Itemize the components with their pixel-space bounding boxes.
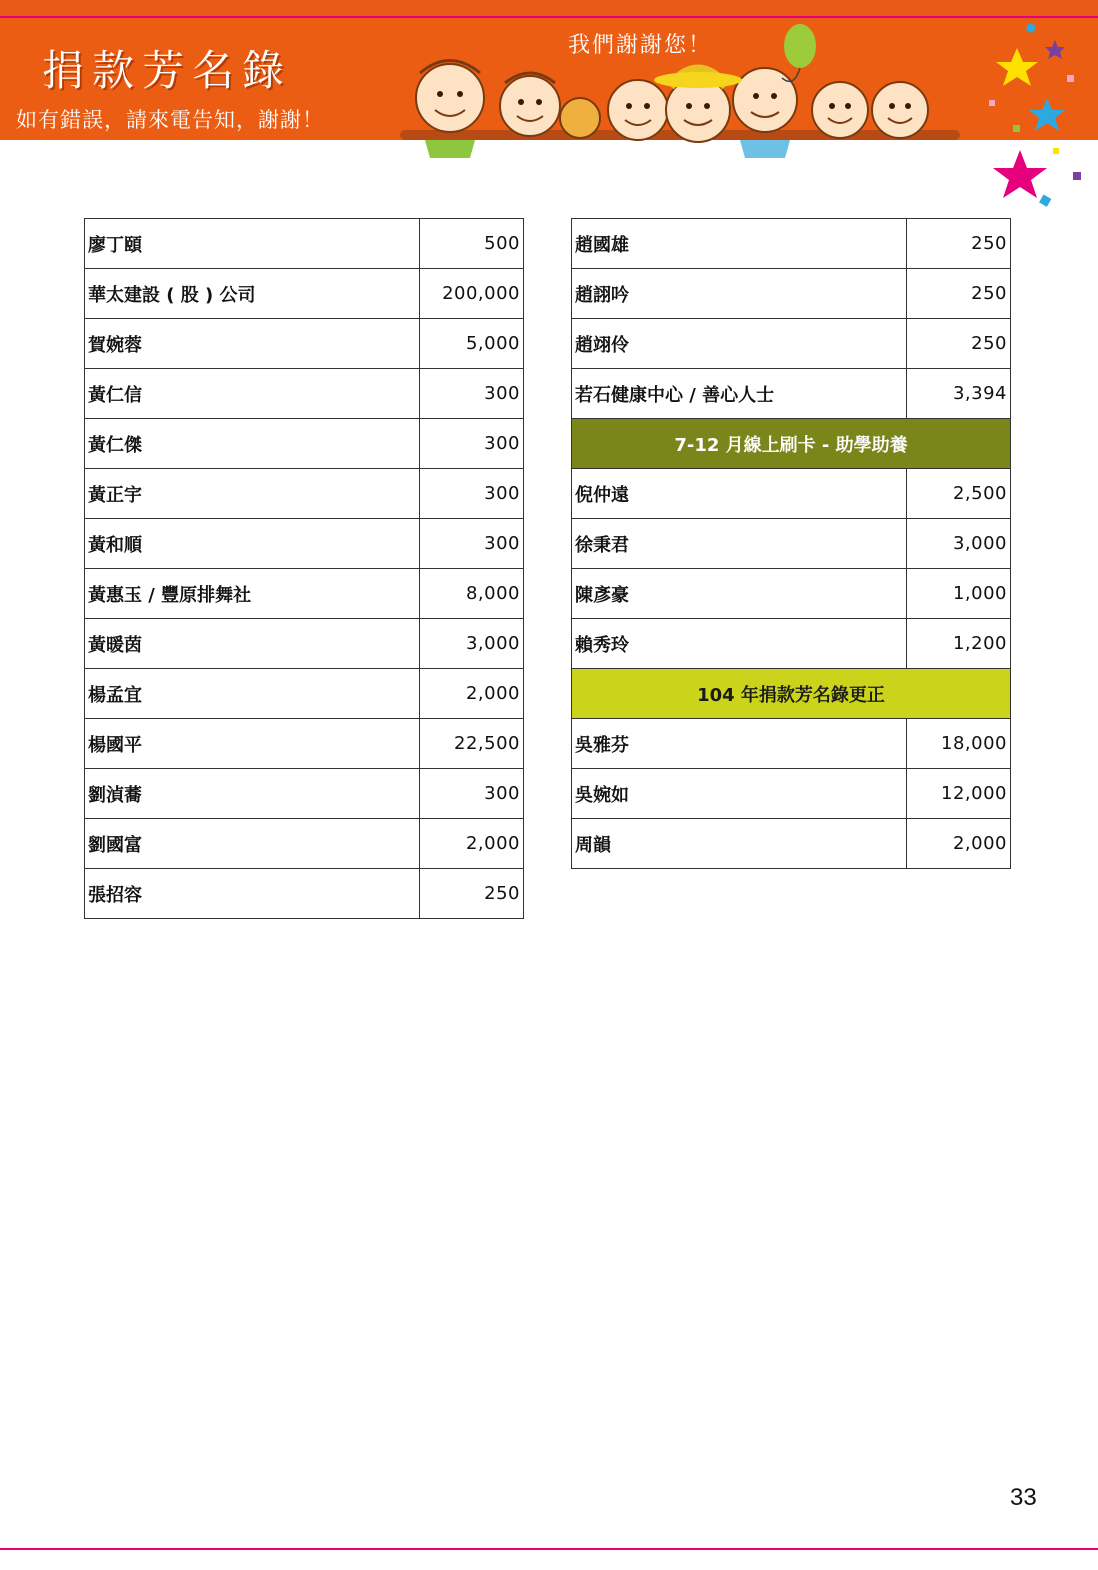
table-row: [572, 219, 1011, 269]
donor-name: 黃暖茵: [85, 619, 420, 669]
donor-name: 張招容: [85, 869, 420, 919]
stars-decoration-icon: [975, 0, 1098, 215]
donor-name: 廖丁頤: [85, 219, 420, 269]
section-header-row: [572, 669, 1011, 719]
table-row: [572, 719, 1011, 769]
donor-name: 吳雅芬: [572, 719, 907, 769]
donor-name: 陳彥豪: [572, 569, 907, 619]
table-row: [85, 419, 524, 469]
table-row: [572, 369, 1011, 419]
section-correction: 104 年捐款芳名錄更正: [572, 669, 1011, 719]
bottom-border: [0, 1548, 1098, 1550]
table-row: [572, 769, 1011, 819]
donor-name: 黃惠玉 / 豐原排舞社: [85, 569, 420, 619]
table-row: [85, 569, 524, 619]
donor-name: 若石健康中心 / 善心人士: [572, 369, 907, 419]
donor-name: 楊孟宜: [85, 669, 420, 719]
donor-name: 賴秀玲: [572, 619, 907, 669]
table-row: [572, 319, 1011, 369]
donor-name: 黃正宇: [85, 469, 420, 519]
donor-name: 趙國雄: [572, 219, 907, 269]
donation-amount: 2,000: [419, 669, 523, 719]
section-header-row: [572, 419, 1011, 469]
donor-name: 周韻: [572, 819, 907, 869]
donation-amount: 250: [906, 269, 1010, 319]
donor-name: 黃仁傑: [85, 419, 420, 469]
donation-amount: 250: [906, 319, 1010, 369]
table-row: [85, 219, 524, 269]
table-row: [85, 469, 524, 519]
table-row: [572, 469, 1011, 519]
donor-name: 趙翊伶: [572, 319, 907, 369]
donation-amount: 1,200: [906, 619, 1010, 669]
table-row: [572, 619, 1011, 669]
donation-amount: 5,000: [419, 319, 523, 369]
donation-amount: 300: [419, 369, 523, 419]
table-row: [85, 869, 524, 919]
donor-table-left: [84, 218, 524, 919]
donor-name: 黃仁信: [85, 369, 420, 419]
table-row: [572, 569, 1011, 619]
table-row: [85, 519, 524, 569]
top-border: [0, 0, 1098, 18]
donation-amount: 8,000: [419, 569, 523, 619]
section-online-card: 7-12 月線上刷卡 - 助學助養: [572, 419, 1011, 469]
donor-name: 倪仲遠: [572, 469, 907, 519]
donation-amount: 200,000: [419, 269, 523, 319]
donation-amount: 300: [419, 519, 523, 569]
table-row: [85, 819, 524, 869]
donor-name: 徐秉君: [572, 519, 907, 569]
donation-amount: 3,000: [419, 619, 523, 669]
table-row: [85, 619, 524, 669]
donation-amount: 300: [419, 469, 523, 519]
donation-amount: 500: [419, 219, 523, 269]
donor-name: 劉國富: [85, 819, 420, 869]
donation-amount: 300: [419, 769, 523, 819]
page-title: 捐款芳名錄: [42, 46, 293, 95]
donation-amount: 2,500: [906, 469, 1010, 519]
table-row: [85, 669, 524, 719]
donor-table-right: [571, 218, 1011, 869]
table-row: [572, 269, 1011, 319]
thank-you-text: 我們謝謝您！: [568, 33, 713, 58]
table-row: [85, 719, 524, 769]
table-row: [85, 769, 524, 819]
table-row: [572, 819, 1011, 869]
table-row: [572, 519, 1011, 569]
page-subtitle: 如有錯誤，請來電告知，謝謝！: [16, 108, 324, 132]
donation-amount: 2,000: [906, 819, 1010, 869]
donation-amount: 3,000: [906, 519, 1010, 569]
donation-amount: 12,000: [906, 769, 1010, 819]
donation-amount: 1,000: [906, 569, 1010, 619]
donor-name: 劉湞蕎: [85, 769, 420, 819]
donation-amount: 300: [419, 419, 523, 469]
table-row: [85, 269, 524, 319]
donation-amount: 22,500: [419, 719, 523, 769]
donation-amount: 2,000: [419, 819, 523, 869]
header-banner: [0, 18, 1098, 140]
page-number: 33: [1010, 1484, 1037, 1511]
table-row: [85, 369, 524, 419]
donation-amount: 3,394: [906, 369, 1010, 419]
donor-name: 趙詡吟: [572, 269, 907, 319]
donor-name: 華太建設 ( 股 ) 公司: [85, 269, 420, 319]
donor-name: 黃和順: [85, 519, 420, 569]
table-row: [85, 319, 524, 369]
donor-name: 賀婉蓉: [85, 319, 420, 369]
donor-name: 楊國平: [85, 719, 420, 769]
donation-amount: 18,000: [906, 719, 1010, 769]
donor-name: 吳婉如: [572, 769, 907, 819]
donation-amount: 250: [419, 869, 523, 919]
donation-amount: 250: [906, 219, 1010, 269]
